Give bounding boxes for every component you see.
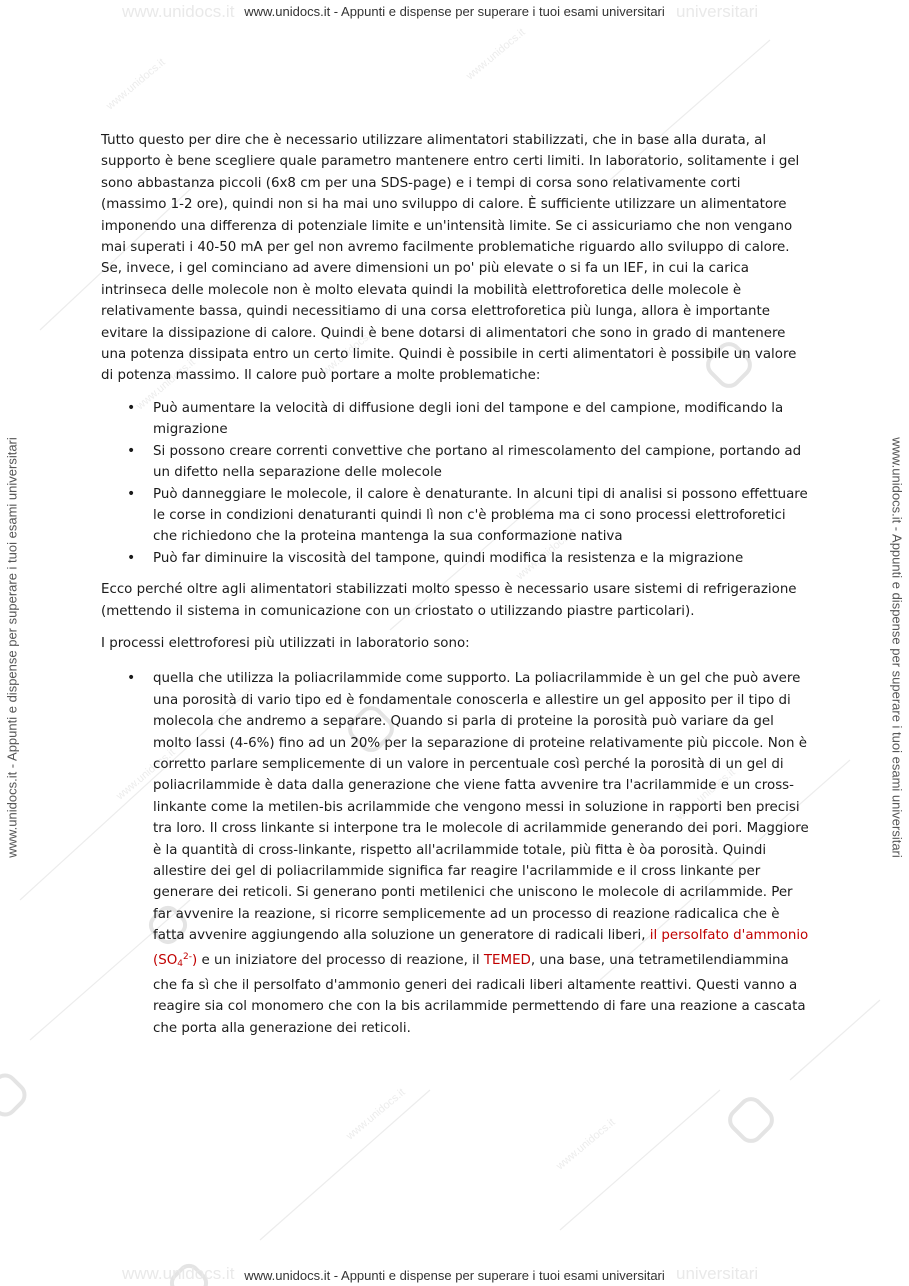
watermark-banner-bottom: www.unidocs.it - Appunti e dispense per superare i tuoi esami universitari xyxy=(244,1268,665,1283)
svg-text:www.unidocs.it: www.unidocs.it xyxy=(314,326,378,383)
bullet-icon: • xyxy=(127,442,136,459)
watermark-side-right: www.unidocs.it - Appunti e dispense per superare i tuoi esami universitari xyxy=(889,437,905,858)
temed-highlight: TEMED xyxy=(483,952,531,968)
list-item: • Può aumentare la velocità di diffusione degli ioni del tampone e del campione, modificando la migrazione xyxy=(127,399,784,438)
bullet-icon: • xyxy=(127,670,136,687)
watermark-banner-top: www.unidocs.it - Appunti e dispense per superare i tuoi esami universitari xyxy=(244,4,665,19)
paragraph-processes-intro: I processi elettroforesi più utilizzati in laboratorio sono: xyxy=(101,635,470,651)
svg-text:www.unidocs.it: www.unidocs.it xyxy=(344,1086,408,1143)
watermark-ghost-left-bottom: www.unidocs.it xyxy=(122,1264,235,1283)
persulfate-highlight: il persolfato d'ammonio $(SO_4^{2-})$ xyxy=(153,928,809,969)
paragraph-refrigeration: Ecco perché oltre agli alimentatori stabilizzati molto spesso è necessario usare sistemi di refrigerazione (mettendo il sistema in comunicazione con un criostato o utilizzando piastre particolari). xyxy=(101,582,797,619)
watermark-side-left: www.unidocs.it - Appunti e dispense per superare i tuoi esami universitari xyxy=(4,437,20,858)
svg-text:www.unidocs.it: www.unidocs.it xyxy=(114,746,178,803)
svg-text:www.unidocs.it: www.unidocs.it xyxy=(514,526,578,583)
svg-text:www.unidocs.it: www.unidocs.it xyxy=(554,1116,618,1173)
list-item: • Può far diminuire la viscosità del tampone, quindi modifica la resistenza e la migrazione xyxy=(153,548,809,569)
processes-list xyxy=(101,668,809,1039)
heat-problems-list xyxy=(101,398,809,569)
svg-text:www.unidocs.it: www.unidocs.it xyxy=(134,356,198,413)
list-item: • Si possono creare correnti convettive che portano al rimescolamento del campione, portando ad un difetto nella separazione delle molecole xyxy=(127,442,802,481)
watermark-ghost-left: www.unidocs.it xyxy=(122,2,235,21)
bullet-icon: • xyxy=(127,549,136,566)
list-item: • Può danneggiare le molecole, il calore è denaturante. In alcuni tipi di analisi si possono effettuare le corse in condizioni denaturanti quindi lì non c'è problema ma ci sono processi elettroforetici che richiedono che la proteina mantenga la sua conformazione nativa xyxy=(127,485,808,545)
watermark-ghost-right-bottom: universitari xyxy=(676,1264,759,1283)
svg-text:www.unidocs.it: www.unidocs.it xyxy=(464,26,528,83)
svg-text:www.unidocs.it: www.unidocs.it xyxy=(104,56,168,113)
document-body xyxy=(101,130,809,1049)
paragraph-heat-intro: Tutto questo per dire che è necessario utilizzare alimentatori stabilizzati, che in base alla durata, al supporto è bene scegliere quale parametro mantenere entro certi limiti. In laboratorio, solitamente i gel sono abbastanza piccoli (6x8 cm per una SDS-page) e i tempi di corsa sono relativamente corti (massimo 1-2 ore), quindi non si ha mai uno sviluppo di calore. È sufficiente utilizzare un alimentatore imponendo una differenza di potenziale limite e un'intensità limite. Se ci assicuriamo che non vengano mai superati i 40-50 mA per gel non avremo facilmente problematiche riguardo allo sviluppo di calore. Se, invece, i gel cominciano ad avere dimensioni un po' più elevate o si fa un IEF, in cui la carica intrinseca delle molecole non è molto elevata quindi la mobilità elettroforetica delle molecole è relativamente bassa, quindi necessitiamo di una corsa elettroforetica più lunga, allora è importante evitare la dissipazione di calore. Quindi è bene dotarsi di alimentatori che sono in grado di mantenere una potenza dissipata entro un certo limite. Quindi è possibile in certi alimentatori è possibile un valore di potenza massimo. Il calore può portare a molte problematiche: xyxy=(101,133,800,384)
svg-text:www.unidocs.it: www.unidocs.it xyxy=(674,766,738,823)
bullet-icon: • xyxy=(127,485,136,502)
bullet-icon: • xyxy=(127,399,136,416)
list-item-polyacrylamide: • quella che utilizza la poliacrilammide come supporto. La poliacrilammide è un gel che può avere una porosità di vario tipo ed è fondamentale conoscerla e allestire un gel apposito per il tipo di molecola che andremo a separare. Quando si parla di proteine la porosità può variare da gel molto lassi (4-6%) fino ad un 20% per la separazione di proteine relativamente più piccole. Non è corretto parlare semplicemente di un valore in percentuale così perché la porosità di un gel di poliacrilammide è data dalla generazione che viene fatta avvenire tra l'acrilammide e un cross-linkante come la metilen-bis acrilammide che vengono messi in soluzione in rapporti ben precisi tra loro. Il cross linkante si interpone tra le molecole di acrilammide generando dei pori. Maggiore è la quantità di cross-linkante, rispetto all'acrilammide totale, più fitta è òa porosità. Quindi allestire dei gel di poliacrilammide significa far reagire l'acrilammide e il cross linkante per generare dei reticoli. Si generano ponti metilenici che uniscono le molecole di acrilammide. Per far avvenire la reazione, si ricorre semplicemente ad un processo di reazione radicalica che è fatta avvenire aggiungendo alla soluzione un generatore di radicali liberi, il persolfato d'ammonio $(SO_4^{2-})$ e un iniziatore del processo di reazione, il TEMED, una base, una tetrametilendiammina che fa sì che il persolfato d'ammonio generi dei radicali liberi altamente reattivi. Questi vanno a reagire sia col monomero che con la bis acrilammide permettendo di fare una reazione a cascata che porta alla generazione dei reticoli. xyxy=(127,670,809,1036)
watermark-ghost-right: universitari xyxy=(676,2,759,21)
